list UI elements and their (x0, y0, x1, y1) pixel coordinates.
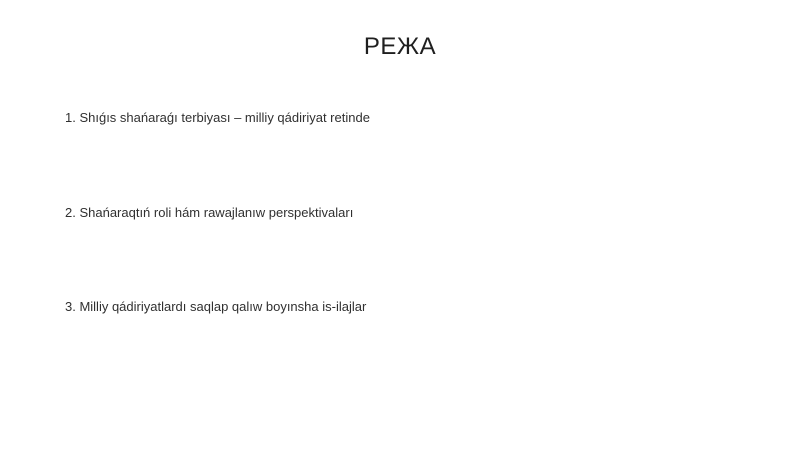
slide-title: РЕЖА (363, 33, 437, 60)
agenda-item-3: 3. Milliy qádiriyatlardı saqlap qalıw boyınsha is-ilajlar (65, 299, 367, 314)
agenda-item-2: 2. Shańaraqtıń roli hám rawajlanıw perspektivaları (65, 205, 354, 220)
agenda-item-1: 1. Shıǵıs shańaraǵı terbiyası – milliy qádiriyat retinde (65, 110, 370, 125)
